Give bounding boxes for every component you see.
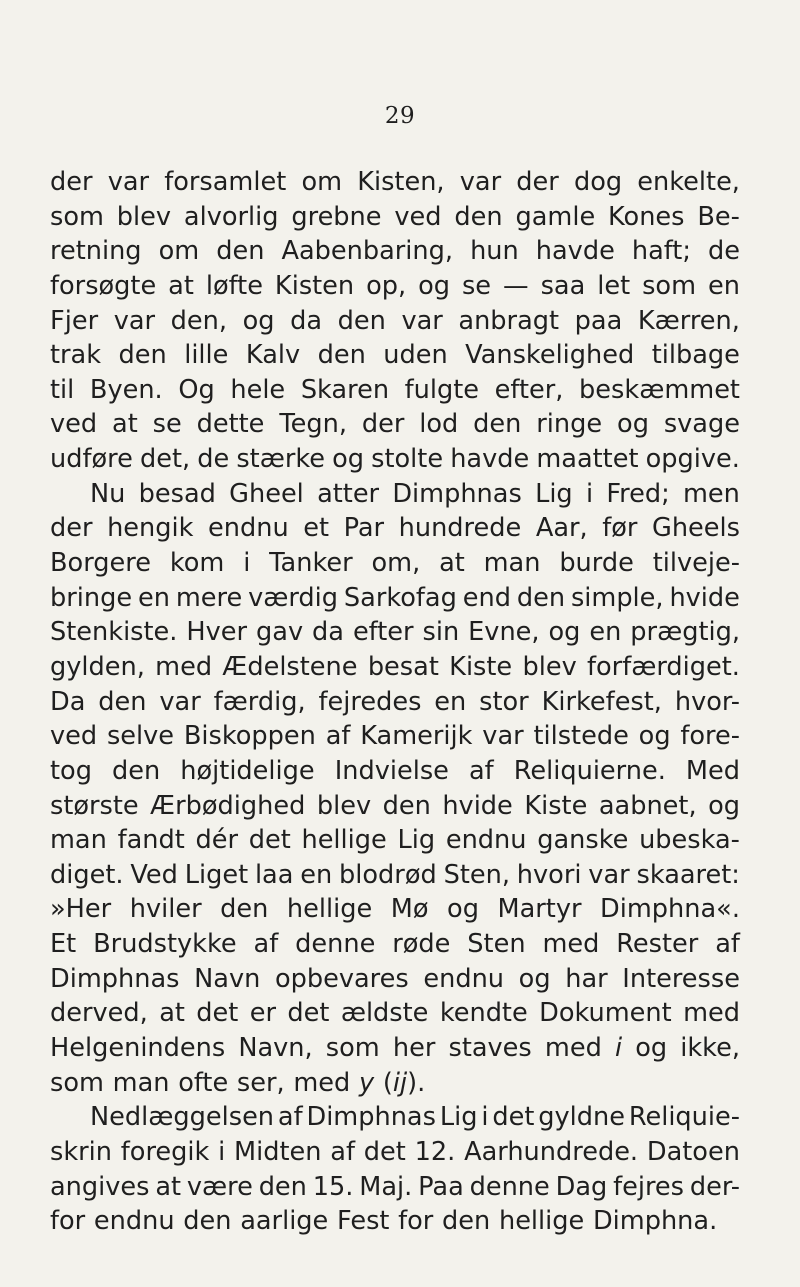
text-line: til Byen. Og hele Skaren fulgte efter, beskæmmet <box>50 374 740 405</box>
text-line: diget. Ved Liget laa en blodrød Sten, hvori var skaaret: <box>50 859 740 890</box>
text-line: »Her hviler den hellige Mø og Martyr Dimphna«. <box>50 894 740 925</box>
text-line: der hengik endnu et Par hundrede Aar, før Gheels <box>50 513 740 544</box>
text-line: som man ofte ser, med y (ij). <box>50 1067 426 1098</box>
text-line: bringe en mere værdig Sarkofag end den simple, hvide <box>50 582 740 613</box>
text-line: største Ærbødighed blev den hvide Kiste aabnet, og <box>50 790 740 821</box>
text-line: retning om den Aabenbaring, hun havde haft; de <box>50 236 740 267</box>
text-line: Nedlæggelsen af Dimphnas Lig i det gyldne Reliquie- <box>90 1102 740 1133</box>
text-line: skrin foregik i Midten af det 12. Aarhundrede. Datoen <box>50 1136 740 1167</box>
text-line: som blev alvorlig grebne ved den gamle Kones Be- <box>50 201 740 232</box>
text-line: trak den lille Kalv den uden Vanskelighed tilbage <box>50 340 740 371</box>
body-text <box>50 165 740 1239</box>
text-line: ved selve Biskoppen af Kamerijk var tilstede og fore- <box>50 721 740 752</box>
text-line: tog den højtidelige Indvielse af Reliquierne. Med <box>50 755 740 786</box>
text-line: Fjer var den, og da den var anbragt paa Kærren, <box>50 305 740 336</box>
text-line: ved at se dette Tegn, der lod den ringe og svage <box>50 409 740 440</box>
page-number: 29 <box>384 103 416 129</box>
text-line: Et Brudstykke af denne røde Sten med Rester af <box>50 929 740 960</box>
text-line: Stenkiste. Hver gav da efter sin Evne, og en prægtig, <box>50 617 740 648</box>
text-line: Dimphnas Navn opbevares endnu og har Interesse <box>50 963 740 994</box>
text-line: for endnu den aarlige Fest for den hellige Dimphna. <box>50 1206 718 1237</box>
text-line: Helgenindens Navn, som her staves med i og ikke, <box>50 1033 740 1064</box>
text-line: Nu besad Gheel atter Dimphnas Lig i Fred; men <box>90 478 740 509</box>
text-line: gylden, med Ædelstene besat Kiste blev forfærdiget. <box>50 651 740 682</box>
text-line: derved, at det er det ældste kendte Dokument med <box>50 998 740 1029</box>
text-line: angives at være den 15. Maj. Paa denne Dag fejres der- <box>50 1171 740 1202</box>
text-line: man fandt dér det hellige Lig endnu ganske ubeska- <box>50 825 740 856</box>
text-line: Da den var færdig, fejredes en stor Kirkefest, hvor- <box>50 686 740 717</box>
text-line: Borgere kom i Tanker om, at man burde tilveje- <box>50 548 740 579</box>
text-line: forsøgte at løfte Kisten op, og se — saa let som en <box>50 270 740 301</box>
text-line: der var forsamlet om Kisten, var der dog enkelte, <box>50 167 740 197</box>
text-line: udføre det, de stærke og stolte havde maattet opgive. <box>50 444 740 475</box>
